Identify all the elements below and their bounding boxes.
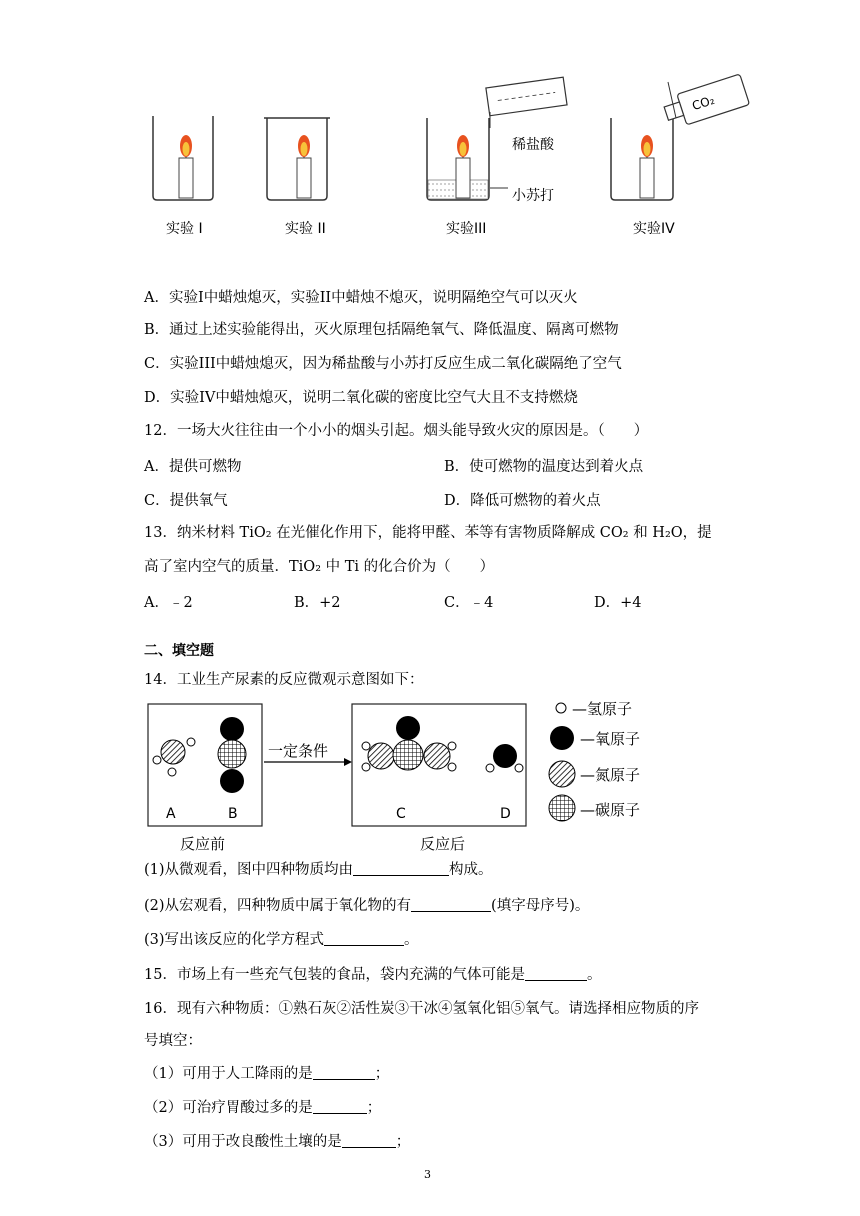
q11-option-d: D．实验IV中蜡烛熄灭，说明二氧化碳的密度比空气大且不支持燃烧: [144, 390, 578, 406]
letter-c: C: [396, 806, 406, 822]
answer-blank[interactable]: [313, 1099, 367, 1114]
q13-stem-line1: 13．纳米材料 TiO₂ 在光催化作用下，能将甲醛、苯等有害物质降解成 CO₂ 和 H₂O，提: [144, 525, 712, 541]
q14-part-3: (3)写出该反应的化学方程式 。: [144, 932, 419, 948]
q11-option-a: A．实验I中蜡烛熄灭，实验II中蜡烛不熄灭，说明隔绝空气可以灭火: [144, 290, 578, 306]
label-soda: 小苏打: [512, 188, 554, 204]
legend-hydrogen: —氢原子: [572, 700, 633, 718]
label-co2: CO₂: [690, 92, 717, 114]
q12-option-a: A．提供可燃物: [144, 459, 242, 475]
answer-blank[interactable]: [525, 966, 587, 981]
label-exp-1: 实验 I: [166, 221, 203, 237]
label-acid: 稀盐酸: [512, 137, 554, 153]
q16-part-1: （1）可用于人工降雨的是 ；: [144, 1066, 390, 1082]
beaker-2: [264, 118, 330, 200]
answer-blank[interactable]: [342, 1133, 396, 1148]
letter-b: B: [228, 806, 238, 822]
letter-a: A: [166, 806, 176, 822]
legend-carbon: —碳原子: [580, 801, 641, 819]
q11-option-b: B．通过上述实验能得出，灭火原理包括隔绝氧气、降低温度、隔离可燃物: [144, 322, 619, 338]
q13-option-b: B．+2: [294, 595, 341, 611]
label-exp-4: 实验IV: [633, 221, 675, 237]
condition-label: 一定条件: [268, 742, 329, 760]
page-number: 3: [424, 1168, 431, 1181]
section-title: 二、填空题: [144, 643, 214, 659]
answer-blank[interactable]: [353, 861, 449, 876]
answer-blank[interactable]: [411, 897, 491, 912]
q14-part-2: (2)从宏观看，四种物质中属于氧化物的有 (填字母序号)。: [144, 898, 590, 914]
after-label: 反应后: [420, 835, 466, 853]
label-exp-3: 实验III: [446, 221, 487, 237]
legend-nitrogen: —氮原子: [580, 766, 641, 784]
q14-part-1: (1)从微观看，图中四种物质均由 构成。: [144, 862, 493, 878]
q11-option-c: C．实验III中蜡烛熄灭，因为稀盐酸与小苏打反应生成二氧化碳隔绝了空气: [144, 356, 622, 372]
candle-experiments-figure: [0, 60, 860, 310]
beaker-4: [611, 74, 750, 200]
q12-option-c: C．提供氧气: [144, 493, 228, 509]
letter-d: D: [500, 806, 511, 822]
before-label: 反应前: [180, 835, 226, 853]
q12-stem: 12．一场大火往往由一个小小的烟头引起。烟头能导致火灾的原因是。（ ）: [144, 423, 649, 439]
q16-part-2: （2）可治疗胃酸过多的是 ；: [144, 1100, 382, 1116]
q13-stem-line2: 高了室内空气的质量．TiO₂ 中 Ti 的化合价为（ ）: [144, 559, 495, 575]
q16-part-3: （3）可用于改良酸性土壤的是 ；: [144, 1134, 411, 1150]
q13-option-a: A．﹣2: [144, 595, 193, 611]
beaker-1: [153, 116, 213, 200]
legend-oxygen: —氧原子: [580, 730, 641, 748]
q12-option-d: D．降低可燃物的着火点: [444, 493, 601, 509]
q13-option-c: C．﹣4: [444, 595, 494, 611]
answer-blank[interactable]: [324, 931, 404, 946]
label-exp-2: 实验 II: [285, 221, 326, 237]
q16-stem-line1: 16．现有六种物质：①熟石灰②活性炭③干冰④氢氧化铝⑤氧气。请选择相应物质的序: [144, 1001, 699, 1017]
q15: 15．市场上有一些充气包装的食品，袋内充满的气体可能是 。: [144, 967, 602, 983]
q16-stem-line2: 号填空：: [144, 1033, 202, 1049]
answer-blank[interactable]: [313, 1065, 375, 1080]
q14-stem: 14．工业生产尿素的反应微观示意图如下：: [144, 672, 424, 688]
q12-option-b: B．使可燃物的温度达到着火点: [444, 459, 644, 475]
q13-option-d: D．+4: [594, 595, 642, 611]
reaction-diagram: [0, 694, 860, 854]
